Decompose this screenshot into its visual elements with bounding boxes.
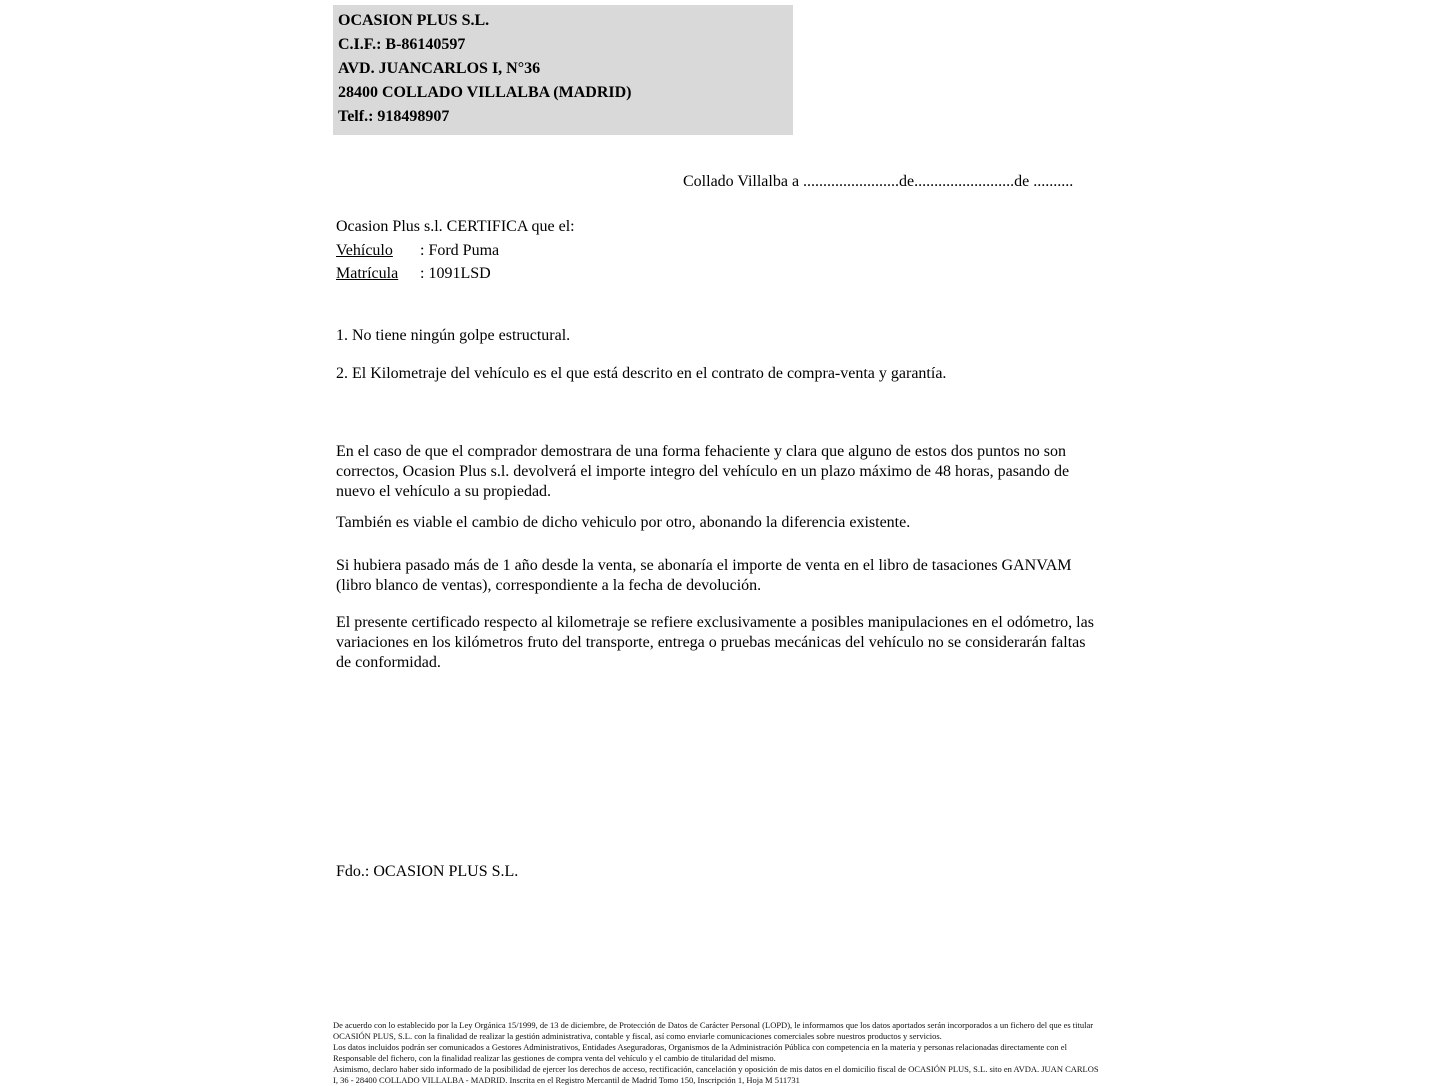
company-header-box bbox=[333, 5, 793, 135]
company-city: 28400 COLLADO VILLALBA (MADRID) bbox=[338, 84, 632, 101]
legal-footer-line-2: Los datos incluidos podrán ser comunicados a Gestores Administrativos, Entidades Aseguradoras, Organismos de la Administración Pública con competencia en la materia y personas relacionadas directamente con el Responsable del fichero, con la finalidad realizar las gestiones de compra venta del vehículo y el cambio de titularidad del mismo. bbox=[333, 1042, 1067, 1063]
body-paragraph-ganvam: Si hubiera pasado más de 1 año desde la venta, se abonaría el importe de venta en el libro de tasaciones GANVAM (libro blanco de ventas), correspondiente a la fecha de devolución. bbox=[336, 557, 1072, 594]
plate-value: : 1091LSD bbox=[420, 265, 491, 282]
vehicle-label: Vehículo bbox=[336, 242, 393, 259]
certificate-point-1: 1. No tiene ningún golpe estructural. bbox=[336, 327, 571, 344]
certificate-point-2: 2. El Kilometraje del vehículo es el que está descrito en el contrato de compra-venta y garantía. bbox=[336, 365, 947, 382]
company-cif: C.I.F.: B-86140597 bbox=[338, 36, 466, 53]
body-paragraph-exchange: También es viable el cambio de dicho vehiculo por otro, abonando la diferencia existente. bbox=[336, 514, 911, 531]
company-phone: Telf.: 918498907 bbox=[338, 108, 450, 125]
legal-footer-line-1: De acuerdo con lo establecido por la Ley Orgánica 15/1999, de 13 de diciembre, de Protección de Datos de Carácter Personal (LOPD), le informamos que los datos aportados serán incorporados a un fichero del que es titular OCASIÓN PLUS, S.L. con la finalidad de realizar la gestión administrativa, contable y fiscal, así como enviarle comunicaciones comerciales sobre nuestros productos y servicios. bbox=[333, 1020, 1094, 1041]
body-paragraph-refund: En el caso de que el comprador demostrara de una forma fehaciente y clara que alguno de estos dos puntos no son correctos, Ocasion Plus s.l. devolverá el importe integro del vehículo en un plazo máximo de 48 horas, pasando de nuevo el vehículo a su propiedad. bbox=[336, 443, 1070, 500]
plate-line bbox=[336, 265, 491, 283]
legal-footer bbox=[333, 1020, 1105, 1086]
plate-label: Matrícula bbox=[336, 265, 399, 282]
certifies-line: Ocasion Plus s.l. CERTIFICA que el: bbox=[336, 218, 575, 235]
company-address: AVD. JUANCARLOS I, N°36 bbox=[338, 60, 541, 77]
vehicle-line bbox=[336, 242, 499, 260]
date-line: Collado Villalba a ........................de.........................de .......... bbox=[683, 173, 1074, 190]
legal-footer-line-3: Asimismo, declaro haber sido informado de la posibilidad de ejercer los derechos de acceso, rectificación, cancelación y oposición de mis datos en el domicilio fiscal de OCASIÓN PLUS, S.L. sito en AVDA. JUAN CARLOS I, 36 - 28400 COLLADO VILLALBA - MADRID. Inscrita en el Registro Mercantil de Madrid Tomo 150, Inscripción 1, Hoja M 511731 bbox=[333, 1064, 1099, 1085]
company-name: OCASION PLUS S.L. bbox=[338, 12, 490, 29]
body-paragraph-odometer: El presente certificado respecto al kilometraje se refiere exclusivamente a posibles manipulaciones en el odómetro, las variaciones en los kilómetros fruto del transporte, entrega o pruebas mecánicas del vehículo no se considerarán faltas de conformidad. bbox=[336, 614, 1094, 671]
vehicle-value: : Ford Puma bbox=[420, 242, 500, 259]
signature-line: Fdo.: OCASION PLUS S.L. bbox=[336, 863, 519, 880]
